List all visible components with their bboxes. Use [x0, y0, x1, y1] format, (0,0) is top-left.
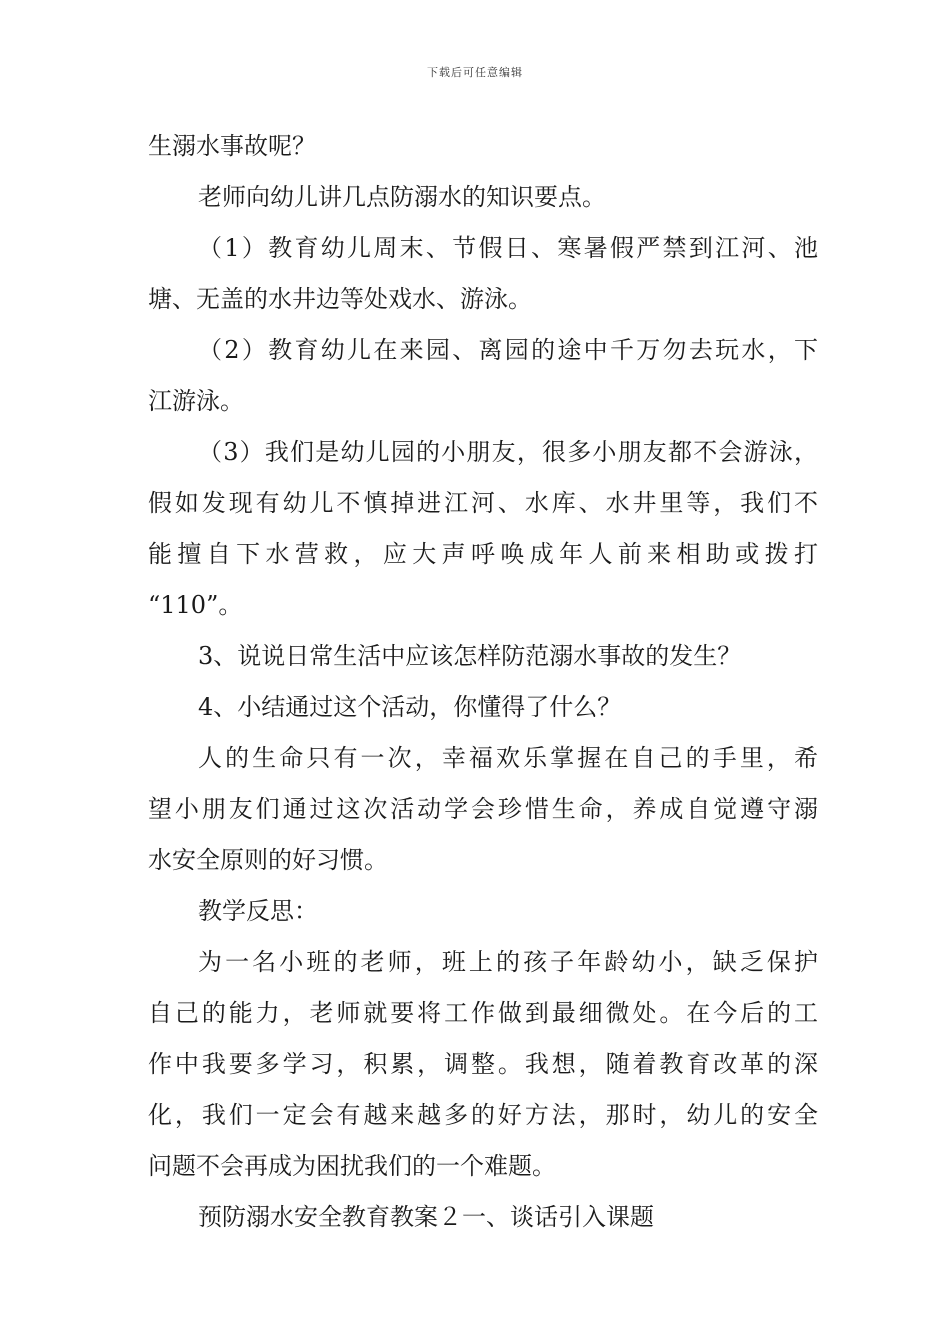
section-heading: 教学反思：	[198, 897, 318, 925]
text-line: 作中我要多学习，积累，调整。我想，随着教育改革的深	[148, 1050, 818, 1078]
text-line: （3）我们是幼儿园的小朋友，很多小朋友都不会游泳，	[198, 438, 818, 466]
text-line: 化，我们一定会有越来越多的好方法，那时，幼儿的安全	[148, 1101, 818, 1129]
page-header-note: 下载后可任意编辑	[427, 66, 523, 79]
text-line: 为一名小班的老师，班上的孩子年龄幼小，缺乏保护	[198, 948, 818, 976]
text-line: 自己的能力，老师就要将工作做到最细微处。在今后的工	[148, 999, 818, 1027]
text-line: 4、小结通过这个活动，你懂得了什么？	[198, 693, 622, 721]
text-line: 塘、无盖的水井边等处戏水、游泳。	[148, 285, 532, 313]
text-line: 问题不会再成为困扰我们的一个难题。	[148, 1152, 556, 1180]
text-line: 假如发现有幼儿不慎掉进江河、水库、水井里等，我们不	[148, 489, 818, 517]
text-line: （2）教育幼儿在来园、离园的途中千万勿去玩水，下	[198, 336, 818, 364]
text-line: 人的生命只有一次，幸福欢乐掌握在自己的手里，希	[198, 744, 818, 772]
text-line: 望小朋友们通过这次活动学会珍惜生命，养成自觉遵守溺	[148, 795, 818, 823]
section-heading: 预防溺水安全教育教案２一、谈话引入课题	[198, 1203, 654, 1231]
text-line: 老师向幼儿讲几点防溺水的知识要点。	[198, 183, 606, 211]
text-line: 水安全原则的好习惯。	[148, 846, 388, 874]
text-line: 生溺水事故呢？	[148, 132, 316, 160]
text-line: “110”。	[148, 591, 243, 619]
text-line: 能擅自下水营救，应大声呼唤成年人前来相助或拨打	[148, 540, 818, 568]
text-line: （1）教育幼儿周末、节假日、寒暑假严禁到江河、池	[198, 234, 818, 262]
text-line: 3、说说日常生活中应该怎样防范溺水事故的发生？	[198, 642, 742, 670]
text-line: 江游泳。	[148, 387, 244, 415]
